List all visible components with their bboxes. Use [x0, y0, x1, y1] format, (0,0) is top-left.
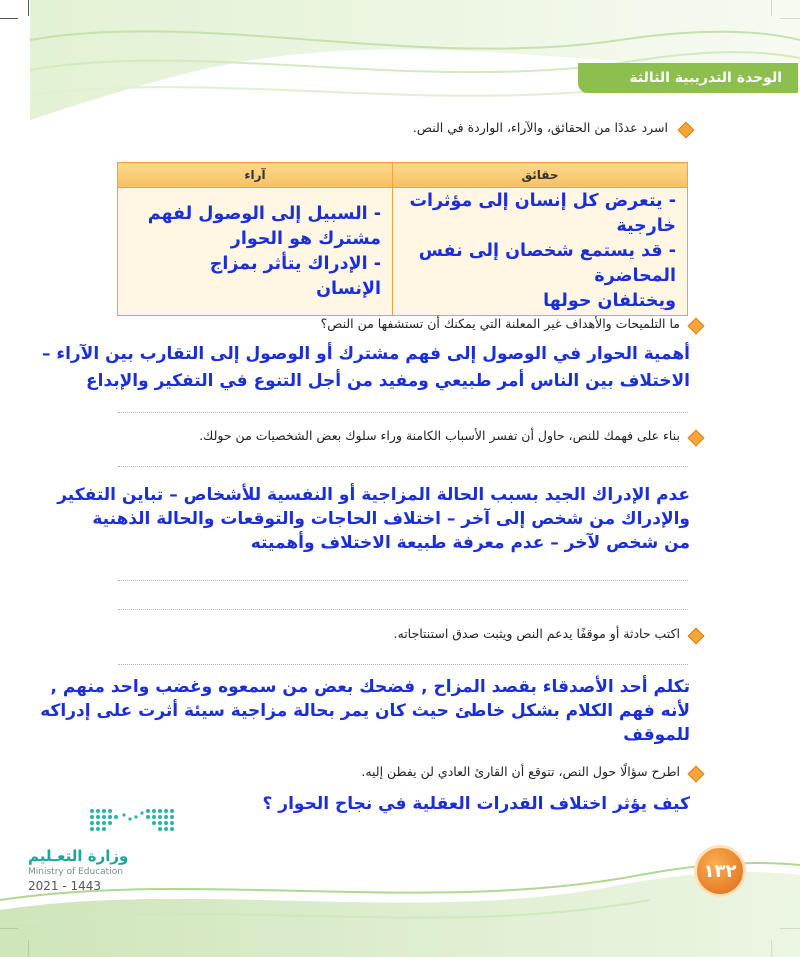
unit-title: الوحدة التدريبية الثالثة [629, 70, 782, 86]
ministry-logo [28, 805, 188, 895]
facts-line: ويختلفان حولها [543, 291, 676, 311]
answer-4-line: تكلم أحد الأصدقاء بقصد المزاح , فضحك بعض من سمعوه وغضب واحد منهم , [50, 677, 690, 697]
answer-5-line: كيف يؤثر اختلاف القدرات العقلية في نجاح الحوار ؟ [262, 794, 690, 814]
answer-line [118, 466, 688, 467]
facts-opinions-table [117, 162, 688, 316]
academic-year: 2021 - 1443 [28, 879, 102, 893]
answer-line [118, 412, 688, 413]
column-header-facts: حقائق [393, 163, 688, 188]
bullet-diamond-icon [688, 766, 705, 783]
ministry-name-en: Ministry of Education [28, 867, 123, 877]
answer-4-line: للموقف [623, 725, 690, 745]
opinions-line: - السبيل إلى الوصول لفهم [147, 203, 381, 224]
answer-3-line: عدم الإدراك الجيد بسبب الحالة المزاجية أو النفسية للأشخاص – تباين التفكير [57, 485, 690, 505]
question-2: ما التلميحات والأهداف غير المعلنة التي يمكنك أن تستشفها من النص؟ [320, 316, 680, 331]
bullet-diamond-icon [688, 628, 705, 645]
opinions-cell [118, 188, 393, 316]
answer-2-line: أهمية الحوار في الوصول إلى فهم مشترك أو الوصول إلى التقارب بين الآراء – [41, 344, 690, 364]
answer-line [118, 609, 688, 610]
question-1: اسرد عددًا من الحقائق، والآراء، الواردة في النص. [412, 120, 668, 135]
answer-2-line: الاختلاف بين الناس أمر طبيعي ومفيد من أجل التنوع في التفكير والإبداع [86, 371, 690, 391]
column-header-opinions: آراء [118, 163, 393, 188]
page-number: ١٣٢ [703, 860, 737, 882]
opinions-line: الإنسان [316, 278, 381, 299]
answer-3-line: من شخص لآخر – عدم معرفة طبيعة الاختلاف وأهميته [250, 533, 690, 553]
answer-3-line: والإدراك من شخص إلى آخر – اختلاف الحاجات والتوقعات والحالة الذهنية [92, 509, 690, 529]
facts-answer [394, 189, 686, 314]
opinions-line: - الإدراك يتأثر بمزاج [209, 253, 381, 274]
ministry-dots-emblem-icon [88, 805, 188, 841]
bullet-diamond-icon [688, 430, 705, 447]
ministry-name-ar: وزارة التعـليم [28, 847, 129, 865]
question-5: اطرح سؤالًا حول النص، تتوقع أن القارئ العادي لن يفطن إليه. [361, 764, 680, 779]
answer-4-line: لأنه فهم الكلام بشكل خاطئ حيث كان يمر بحالة مزاجية سيئة أثرت على إدراكه [40, 701, 690, 721]
bullet-diamond-icon [688, 318, 705, 335]
facts-line: - قد يستمع شخصان إلى نفس المحاضرة [418, 241, 676, 286]
facts-line: - يتعرض كل إنسان إلى مؤثرات خارجية [409, 191, 676, 236]
facts-cell [393, 188, 688, 316]
page-number-badge [694, 845, 746, 897]
opinions-answer [119, 202, 391, 302]
answer-line [118, 664, 688, 665]
question-4: اكتب حادثة أو موقفًا يدعم النص ويثبت صدق استنتاجاته. [393, 626, 680, 641]
question-3: بناء على فهمك للنص، حاول أن تفسر الأسباب الكامنة وراء سلوك بعض الشخصيات من حولك. [199, 428, 680, 443]
answer-line [118, 580, 688, 581]
opinions-line: مشترك هو الحوار [230, 228, 381, 249]
unit-title-banner [578, 63, 798, 93]
